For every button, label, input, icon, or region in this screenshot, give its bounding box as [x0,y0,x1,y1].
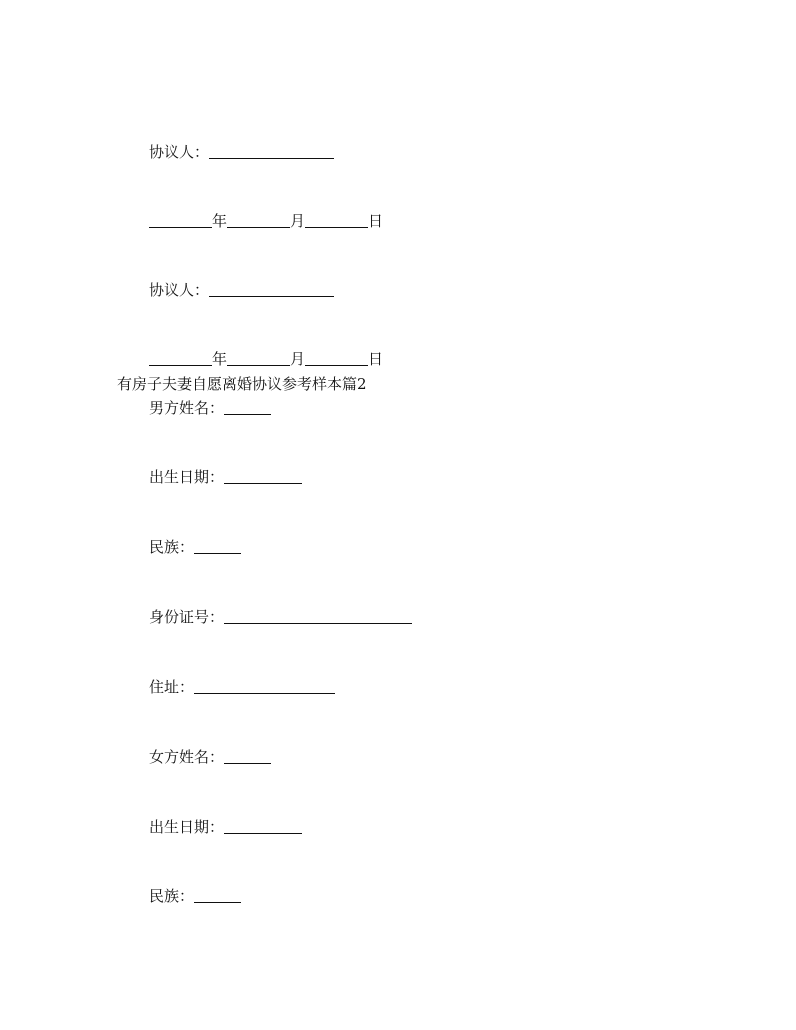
address-line [149,677,335,697]
year-blank [149,350,212,366]
female-name-line [149,747,271,767]
month-blank [227,350,290,366]
male-birth-blank [224,468,302,484]
id-number-blank [224,608,412,624]
female-name-label: 女方姓名： [149,748,225,766]
date-line-1 [149,211,383,231]
day-char: 日 [368,212,384,230]
female-ethnicity-label: 民族： [149,887,195,905]
signer-blank [209,281,334,297]
female-ethnicity-line [149,886,241,906]
male-name-line [149,398,271,418]
address-label: 住址： [149,678,195,696]
female-birth-blank [224,818,302,834]
day-char: 日 [368,350,384,368]
address-blank [194,678,335,694]
female-birth-label: 出生日期： [149,818,225,836]
female-ethnicity-blank [194,887,241,903]
male-birth-line [149,467,302,487]
year-char: 年 [212,350,228,368]
signer-label: 协议人： [149,143,210,161]
year-blank [149,212,212,228]
male-ethnicity-line [149,537,241,557]
male-name-label: 男方姓名： [149,399,225,417]
date-line-2 [149,349,383,369]
month-blank [227,212,290,228]
section-title: 有房子夫妻自愿离婚协议参考样本篇2 [117,375,367,393]
male-name-blank [224,399,271,415]
month-char: 月 [290,350,306,368]
male-birth-label: 出生日期： [149,468,225,486]
month-char: 月 [290,212,306,230]
signer-label: 协议人： [149,281,210,299]
female-name-blank [224,748,271,764]
day-blank [305,212,368,228]
female-birth-line [149,817,302,837]
year-char: 年 [212,212,228,230]
id-number-line [149,607,412,627]
id-number-label: 身份证号： [149,608,225,626]
signer-blank [209,143,334,159]
male-ethnicity-blank [194,538,241,554]
signer-line-1 [149,142,334,162]
day-blank [305,350,368,366]
male-ethnicity-label: 民族： [149,538,195,556]
signer-line-2 [149,280,334,300]
